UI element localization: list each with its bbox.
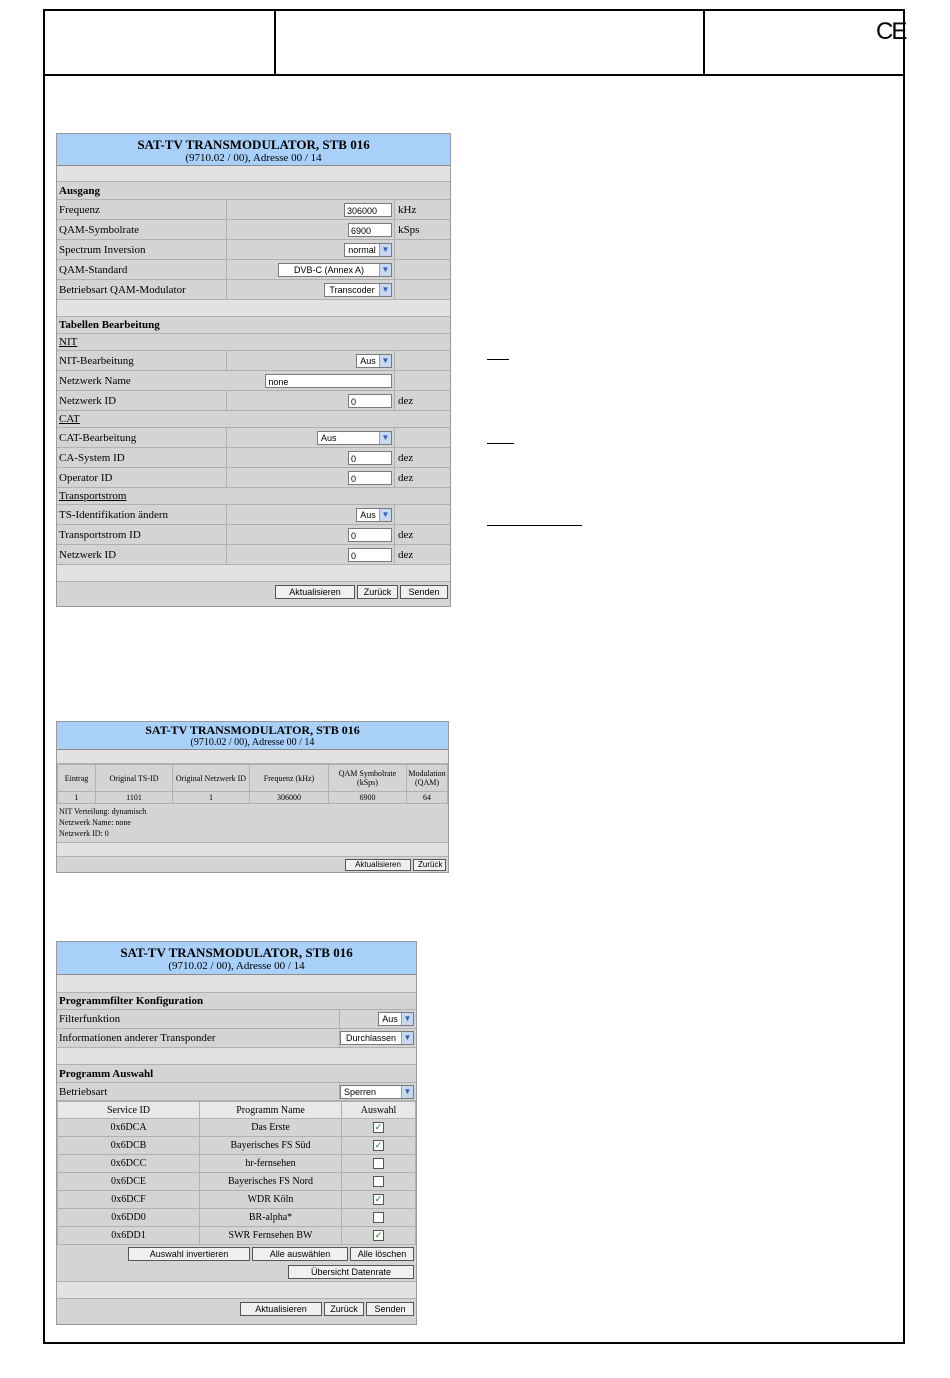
row-frequenz: Frequenz 306000 kHz <box>57 200 450 220</box>
table-row <box>58 1173 416 1191</box>
service-id-cell: 0x6DCC <box>58 1155 200 1173</box>
service-id-cell: 0x6DD1 <box>58 1227 200 1245</box>
spacer-row <box>57 750 448 764</box>
nit-table <box>57 764 448 804</box>
row-qam-standard: QAM-Standard DVB-C (Annex A) ▼ <box>57 260 450 280</box>
selection-cell <box>342 1155 416 1173</box>
program-checkbox[interactable]: ✓ <box>374 1230 383 1241</box>
service-id-cell: 0x6DCB <box>58 1137 200 1155</box>
panel-title: SAT-TV TRANSMODULATOR, STB 016 <box>145 723 360 737</box>
netzwerk-id-2-input[interactable]: 0 <box>348 548 392 562</box>
chevron-down-icon: ▼ <box>401 1032 413 1044</box>
ca-system-id-input[interactable]: 0 <box>348 451 392 465</box>
overview-button-row <box>57 1263 416 1282</box>
header-column-divider <box>274 9 276 75</box>
selection-cell <box>342 1173 416 1191</box>
row-spectrum-inversion: Spectrum Inversion normal ▼ <box>57 240 450 260</box>
table-row <box>58 1155 416 1173</box>
program-name-cell: Bayerisches FS Nord <box>200 1173 342 1191</box>
button-bar <box>57 1299 416 1319</box>
chevron-down-icon: ▼ <box>379 264 391 276</box>
annotation-line <box>487 525 582 526</box>
annotation-line <box>487 443 514 444</box>
spacer-row <box>57 975 416 993</box>
netzwerk-name-input[interactable]: none <box>265 374 392 388</box>
program-checkbox[interactable] <box>373 1176 384 1187</box>
panel-header <box>57 942 416 975</box>
header-divider <box>43 74 905 76</box>
program-checkbox[interactable]: ✓ <box>374 1140 383 1151</box>
select-all-button[interactable]: Alle auswählen <box>252 1247 348 1261</box>
button-bar <box>57 857 448 872</box>
subsection-cat: CAT <box>57 411 450 428</box>
table-row: 1 1101 1 306000 6900 64 <box>58 792 448 804</box>
row-andere-transponder: Informationen anderer Transponder Durchlassen ▼ <box>57 1029 416 1048</box>
panel-header <box>57 722 448 750</box>
program-filter-panel <box>56 941 417 1325</box>
spacer-row <box>57 166 450 182</box>
spacer-row <box>57 1048 416 1065</box>
update-button[interactable]: Aktualisieren <box>275 585 355 599</box>
program-name-cell: WDR Köln <box>200 1191 342 1209</box>
spacer-row <box>57 843 448 857</box>
spacer-row <box>57 1282 416 1299</box>
table-row <box>58 1191 416 1209</box>
selection-cell <box>342 1227 416 1245</box>
row-cat-bearbeitung: CAT-Bearbeitung Aus ▼ <box>57 428 450 448</box>
row-ts-identifikation: TS-Identifikation ändern Aus ▼ <box>57 505 450 525</box>
back-button[interactable]: Zurück <box>357 585 398 599</box>
selection-cell <box>342 1137 416 1155</box>
nit-overview-panel <box>56 721 449 873</box>
row-qam-symbolrate: QAM-Symbolrate 6900 kSps <box>57 220 450 240</box>
table-header-row: Service ID Programm Name Auswahl <box>58 1102 416 1119</box>
data-rate-overview-button[interactable]: Übersicht Datenrate <box>288 1265 414 1279</box>
section-ausgang: Ausgang <box>57 182 450 200</box>
row-netzwerk-id-2: Netzwerk ID 0 dez <box>57 545 450 565</box>
qam-standard-select[interactable]: DVB-C (Annex A) ▼ <box>278 263 392 277</box>
annotation-line <box>487 359 509 360</box>
transmodulator-settings-panel <box>56 133 451 607</box>
table-row <box>58 1137 416 1155</box>
service-id-cell: 0x6DCA <box>58 1119 200 1137</box>
back-button[interactable]: Zurück <box>324 1302 364 1316</box>
panel-title: SAT-TV TRANSMODULATOR, STB 016 <box>120 945 353 960</box>
row-operator-id: Operator ID 0 dez <box>57 468 450 488</box>
send-button[interactable]: Senden <box>400 585 448 599</box>
program-checkbox[interactable]: ✓ <box>374 1122 383 1133</box>
table-row <box>58 1119 416 1137</box>
table-row <box>58 1227 416 1245</box>
operator-id-input[interactable]: 0 <box>348 471 392 485</box>
cat-bearbeitung-select[interactable]: Aus ▼ <box>317 431 392 445</box>
panel-header <box>57 134 450 166</box>
table-row <box>58 1209 416 1227</box>
betriebsart-select[interactable]: Sperren ▼ <box>340 1085 414 1099</box>
button-bar <box>57 582 450 602</box>
table-header-row: Eintrag Original TS-ID Original Netzwerk ID Frequenz (kHz) QAM Symbolrate (kSps) Modulation (QAM) <box>58 765 448 792</box>
service-id-cell: 0x6DCE <box>58 1173 200 1191</box>
ce-mark: CE <box>876 18 906 45</box>
spacer-row <box>57 300 450 317</box>
transportstrom-id-input[interactable]: 0 <box>348 528 392 542</box>
update-button[interactable]: Aktualisieren <box>345 859 411 871</box>
program-name-cell: SWR Fernsehen BW <box>200 1227 342 1245</box>
service-id-cell: 0x6DCF <box>58 1191 200 1209</box>
andere-transponder-select[interactable]: Durchlassen ▼ <box>340 1031 414 1045</box>
header-column-divider <box>703 9 705 75</box>
subsection-transportstrom: Transportstrom <box>57 488 450 505</box>
row-transportstrom-id: Transportstrom ID 0 dez <box>57 525 450 545</box>
chevron-down-icon: ▼ <box>379 509 391 521</box>
chevron-down-icon: ▼ <box>401 1086 413 1098</box>
service-id-cell: 0x6DD0 <box>58 1209 200 1227</box>
chevron-down-icon: ▼ <box>379 432 391 444</box>
selection-button-row <box>57 1245 416 1263</box>
spectrum-inversion-select[interactable]: normal ▼ <box>344 243 392 257</box>
chevron-down-icon: ▼ <box>379 355 391 367</box>
panel-title: SAT-TV TRANSMODULATOR, STB 016 <box>137 137 370 152</box>
chevron-down-icon: ▼ <box>379 284 391 296</box>
row-betriebsart: Betriebsart Sperren ▼ <box>57 1083 416 1101</box>
nit-bearbeitung-select[interactable]: Aus ▼ <box>356 354 392 368</box>
filterfunktion-select[interactable]: Aus ▼ <box>378 1012 414 1026</box>
symbolrate-input[interactable]: 6900 <box>348 223 392 237</box>
betriebsart-select[interactable]: Transcoder ▼ <box>324 283 392 297</box>
row-nit-bearbeitung: NIT-Bearbeitung Aus ▼ <box>57 351 450 371</box>
panel-subtitle: (9710.02 / 00), Adresse 00 / 14 <box>168 960 305 972</box>
chevron-down-icon: ▼ <box>401 1013 413 1025</box>
frequenz-input[interactable]: 306000 <box>344 203 392 217</box>
panel-subtitle: (9710.02 / 00), Adresse 00 / 14 <box>185 152 322 164</box>
program-checkbox[interactable]: ✓ <box>374 1194 383 1205</box>
selection-cell <box>342 1209 416 1227</box>
row-netzwerk-name: Netzwerk Name none <box>57 371 450 391</box>
netzwerk-id-input[interactable]: 0 <box>348 394 392 408</box>
program-name-cell: Das Erste <box>200 1119 342 1137</box>
row-netzwerk-id: Netzwerk ID 0 dez <box>57 391 450 411</box>
program-name-cell: BR-alpha* <box>200 1209 342 1227</box>
back-button[interactable]: Zurück <box>413 859 446 871</box>
row-betriebsart: Betriebsart QAM-Modulator Transcoder ▼ <box>57 280 450 300</box>
section-tabellen: Tabellen Bearbeitung <box>57 317 450 334</box>
spacer-row <box>57 565 450 582</box>
panel-subtitle: (9710.02 / 00), Adresse 00 / 14 <box>190 737 315 748</box>
invert-selection-button[interactable]: Auswahl invertieren <box>128 1247 250 1261</box>
program-checkbox[interactable] <box>373 1212 384 1223</box>
program-name-cell: hr-fernsehen <box>200 1155 342 1173</box>
nit-info: NIT Verteilung: dynamisch Netzwerk Name: none Netzwerk ID: 0 <box>57 804 448 843</box>
program-table <box>57 1101 416 1245</box>
clear-all-button[interactable]: Alle löschen <box>350 1247 414 1261</box>
update-button[interactable]: Aktualisieren <box>240 1302 322 1316</box>
program-checkbox[interactable] <box>373 1158 384 1169</box>
section-programmfilter: Programmfilter Konfiguration <box>57 993 416 1010</box>
send-button[interactable]: Senden <box>366 1302 414 1316</box>
section-programm-auswahl: Programm Auswahl <box>57 1065 416 1083</box>
selection-cell <box>342 1119 416 1137</box>
ts-identifikation-select[interactable]: Aus ▼ <box>356 508 392 522</box>
subsection-nit: NIT <box>57 334 450 351</box>
row-filterfunktion: Filterfunktion Aus ▼ <box>57 1010 416 1029</box>
chevron-down-icon: ▼ <box>379 244 391 256</box>
row-ca-system-id: CA-System ID 0 dez <box>57 448 450 468</box>
selection-cell <box>342 1191 416 1209</box>
program-name-cell: Bayerisches FS Süd <box>200 1137 342 1155</box>
